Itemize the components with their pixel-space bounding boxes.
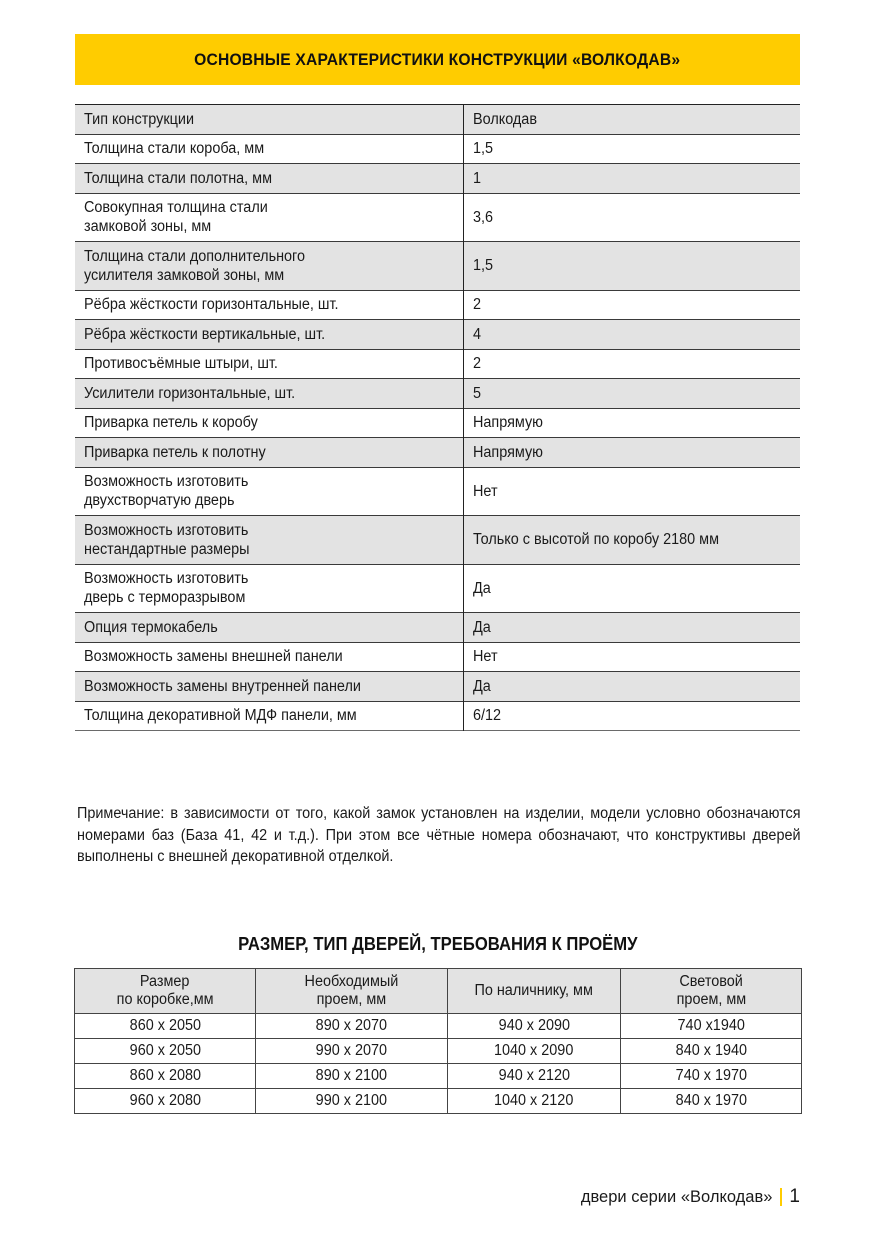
sizes-header-line: По наличнику, мм bbox=[474, 982, 594, 999]
sizes-row bbox=[75, 1064, 802, 1089]
spec-value bbox=[463, 290, 800, 320]
spec-label-line: Усилители горизонтальные, шт. bbox=[84, 384, 296, 402]
page-number: 1 bbox=[789, 1186, 800, 1207]
sizes-header-cell bbox=[448, 969, 621, 1014]
sizes-cell-text: 960 x 2050 bbox=[129, 1042, 201, 1059]
spec-row bbox=[75, 438, 800, 468]
spec-value bbox=[463, 105, 800, 135]
spec-label-line: замковой зоны, мм bbox=[84, 218, 212, 236]
spec-label-line: Рёбра жёсткости вертикальные, шт. bbox=[84, 325, 326, 343]
spec-value-text: Нет bbox=[472, 648, 498, 666]
sizes-header-row bbox=[75, 969, 802, 1014]
spec-value bbox=[463, 642, 800, 672]
spec-label-line: Возможность изготовить bbox=[84, 473, 249, 491]
sizes-cell bbox=[448, 1064, 621, 1089]
spec-value bbox=[463, 564, 800, 613]
specs-table bbox=[75, 104, 800, 731]
spec-value-text: Волкодав bbox=[472, 110, 537, 128]
spec-label-line: Совокупная толщина стали bbox=[84, 199, 268, 217]
spec-label-line: Рёбра жёсткости горизонтальные, шт. bbox=[84, 296, 339, 314]
footer-series: двери серии «Волкодав» bbox=[580, 1187, 773, 1206]
sizes-cell-text: 740 x1940 bbox=[677, 1017, 745, 1034]
spec-label bbox=[75, 438, 463, 468]
sizes-cell-text: 860 x 2080 bbox=[129, 1067, 201, 1084]
spec-value-text: 5 bbox=[472, 384, 481, 402]
spec-row bbox=[75, 290, 800, 320]
spec-value-text: 2 bbox=[472, 296, 481, 314]
sizes-title bbox=[75, 933, 800, 955]
sizes-header-cell bbox=[75, 969, 256, 1014]
spec-row bbox=[75, 516, 800, 565]
sizes-cell bbox=[448, 1014, 621, 1039]
spec-value bbox=[463, 408, 800, 438]
sizes-cell bbox=[256, 1014, 448, 1039]
spec-label-line: двухстворчатую дверь bbox=[84, 492, 235, 510]
spec-value-text: Напрямую bbox=[472, 443, 543, 461]
spec-row bbox=[75, 242, 800, 291]
sizes-row bbox=[75, 1039, 802, 1064]
spec-value bbox=[463, 134, 800, 164]
spec-label bbox=[75, 193, 463, 242]
spec-row bbox=[75, 642, 800, 672]
sizes-cell bbox=[621, 1039, 802, 1064]
spec-label-line: Приварка петель к полотну bbox=[84, 443, 266, 461]
spec-row bbox=[75, 408, 800, 438]
spec-row bbox=[75, 320, 800, 350]
spec-value bbox=[463, 516, 800, 565]
spec-value-text: Да bbox=[472, 618, 491, 636]
spec-value-text: 2 bbox=[472, 355, 481, 373]
spec-row bbox=[75, 349, 800, 379]
spec-label bbox=[75, 516, 463, 565]
spec-label bbox=[75, 290, 463, 320]
sizes-cell-text: 1040 x 2090 bbox=[494, 1042, 574, 1059]
spec-value bbox=[463, 320, 800, 350]
spec-value bbox=[463, 701, 800, 731]
sizes-cell bbox=[256, 1064, 448, 1089]
spec-value-text: Да bbox=[472, 579, 491, 597]
sizes-cell-text: 890 x 2100 bbox=[315, 1067, 388, 1084]
spec-value-text: Только с высотой по коробу 2180 мм bbox=[472, 531, 719, 549]
spec-value-text: 6/12 bbox=[472, 707, 501, 725]
spec-label-line: Возможность изготовить bbox=[84, 521, 249, 539]
spec-row bbox=[75, 193, 800, 242]
sizes-header-line: проем, мм bbox=[676, 991, 746, 1008]
sizes-cell-text: 840 x 1970 bbox=[675, 1092, 747, 1109]
sizes-cell-text: 990 x 2100 bbox=[315, 1092, 388, 1109]
spec-value-text: 3,6 bbox=[472, 208, 493, 226]
spec-row bbox=[75, 134, 800, 164]
spec-label bbox=[75, 105, 463, 135]
sizes-cell-text: 960 x 2080 bbox=[129, 1092, 201, 1109]
spec-label-line: Толщина стали полотна, мм bbox=[84, 169, 273, 187]
sizes-cell bbox=[621, 1014, 802, 1039]
sizes-cell-text: 740 x 1970 bbox=[675, 1067, 747, 1084]
banner-title: ОСНОВНЫЕ ХАРАКТЕРИСТИКИ КОНСТРУКЦИИ «ВОЛКОДАВ» bbox=[194, 49, 681, 69]
sizes-header-line: по коробке,мм bbox=[116, 991, 214, 1008]
spec-value-text: 1,5 bbox=[472, 140, 493, 158]
spec-value bbox=[463, 438, 800, 468]
sizes-header-cell bbox=[621, 969, 802, 1014]
spec-label-line: Противосъёмные штыри, шт. bbox=[84, 355, 278, 373]
sizes-table bbox=[74, 968, 802, 1114]
spec-label bbox=[75, 701, 463, 731]
spec-label-line: Возможность замены внутренней панели bbox=[84, 677, 361, 695]
spec-label bbox=[75, 134, 463, 164]
sizes-cell bbox=[256, 1089, 448, 1114]
sizes-cell-text: 990 x 2070 bbox=[315, 1042, 388, 1059]
spec-label bbox=[75, 564, 463, 613]
spec-label bbox=[75, 467, 463, 516]
spec-row bbox=[75, 105, 800, 135]
spec-label-line: Толщина стали короба, мм bbox=[84, 140, 265, 158]
sizes-title-text: РАЗМЕР, ТИП ДВЕРЕЙ, ТРЕБОВАНИЯ К ПРОЁМУ bbox=[237, 933, 638, 954]
spec-label-line: Возможность замены внешней панели bbox=[84, 648, 343, 666]
sizes-cell-text: 940 x 2120 bbox=[498, 1067, 570, 1084]
spec-label bbox=[75, 320, 463, 350]
spec-value-text: Да bbox=[472, 677, 491, 695]
spec-label bbox=[75, 408, 463, 438]
spec-label-line: Возможность изготовить bbox=[84, 570, 249, 588]
sizes-header-line: Размер bbox=[140, 973, 190, 990]
sizes-cell-text: 840 x 1940 bbox=[675, 1042, 747, 1059]
sizes-cell bbox=[75, 1039, 256, 1064]
spec-label bbox=[75, 349, 463, 379]
sizes-cell bbox=[448, 1039, 621, 1064]
spec-value-text: 1 bbox=[472, 169, 481, 187]
sizes-row bbox=[75, 1089, 802, 1114]
sizes-header-line: Световой bbox=[679, 973, 743, 990]
spec-label bbox=[75, 379, 463, 409]
spec-row bbox=[75, 164, 800, 194]
sizes-cell-text: 940 x 2090 bbox=[498, 1017, 570, 1034]
spec-value-text: Нет bbox=[472, 482, 498, 500]
spec-row bbox=[75, 701, 800, 731]
sizes-cell bbox=[621, 1089, 802, 1114]
spec-value bbox=[463, 613, 800, 643]
spec-label bbox=[75, 242, 463, 291]
spec-label-line: Тип конструкции bbox=[84, 110, 195, 128]
sizes-cell-text: 860 x 2050 bbox=[129, 1017, 201, 1034]
spec-label-line: Толщина декоративной МДФ панели, мм bbox=[84, 707, 357, 725]
spec-value bbox=[463, 672, 800, 702]
spec-value-text: 1,5 bbox=[472, 257, 493, 275]
spec-value bbox=[463, 242, 800, 291]
spec-row bbox=[75, 467, 800, 516]
sizes-cell bbox=[75, 1089, 256, 1114]
spec-label bbox=[75, 613, 463, 643]
sizes-cell bbox=[621, 1064, 802, 1089]
spec-value bbox=[463, 164, 800, 194]
sizes-cell-text: 890 x 2070 bbox=[315, 1017, 388, 1034]
spec-value-text: 4 bbox=[472, 325, 481, 343]
sizes-cell bbox=[75, 1014, 256, 1039]
sizes-cell-text: 1040 x 2120 bbox=[494, 1092, 574, 1109]
footer-divider bbox=[780, 1188, 782, 1206]
spec-label-line: усилителя замковой зоны, мм bbox=[84, 266, 285, 284]
sizes-header-cell bbox=[256, 969, 448, 1014]
spec-row bbox=[75, 564, 800, 613]
sizes-header-line: проем, мм bbox=[316, 991, 387, 1008]
spec-value bbox=[463, 379, 800, 409]
spec-label-line: Опция термокабель bbox=[84, 618, 218, 636]
sizes-row bbox=[75, 1014, 802, 1039]
spec-value bbox=[463, 349, 800, 379]
spec-value-text: Напрямую bbox=[472, 414, 543, 432]
page-footer bbox=[581, 1186, 800, 1208]
spec-value bbox=[463, 193, 800, 242]
sizes-cell bbox=[448, 1089, 621, 1114]
spec-label-line: нестандартные размеры bbox=[84, 540, 250, 558]
spec-label bbox=[75, 672, 463, 702]
spec-label bbox=[75, 164, 463, 194]
spec-row bbox=[75, 379, 800, 409]
note-paragraph bbox=[77, 803, 801, 868]
section-banner bbox=[75, 34, 800, 85]
spec-label-line: дверь с терморазрывом bbox=[84, 589, 246, 607]
spec-value bbox=[463, 467, 800, 516]
sizes-header-line: Необходимый bbox=[304, 973, 399, 990]
sizes-cell bbox=[75, 1064, 256, 1089]
spec-row bbox=[75, 672, 800, 702]
spec-label-line: Толщина стали дополнительного bbox=[84, 247, 306, 265]
spec-label bbox=[75, 642, 463, 672]
sizes-cell bbox=[256, 1039, 448, 1064]
note-text: Примечание: в зависимости от того, какой замок установлен на изделии, модели условно обозначаются номерами баз (База 41, 42 и т.д.). При этом все чётные номера обозначают, что конструктивы дверей выполнены с внешней декоративной отделкой. bbox=[77, 805, 801, 865]
spec-row bbox=[75, 613, 800, 643]
spec-label-line: Приварка петель к коробу bbox=[84, 414, 258, 432]
